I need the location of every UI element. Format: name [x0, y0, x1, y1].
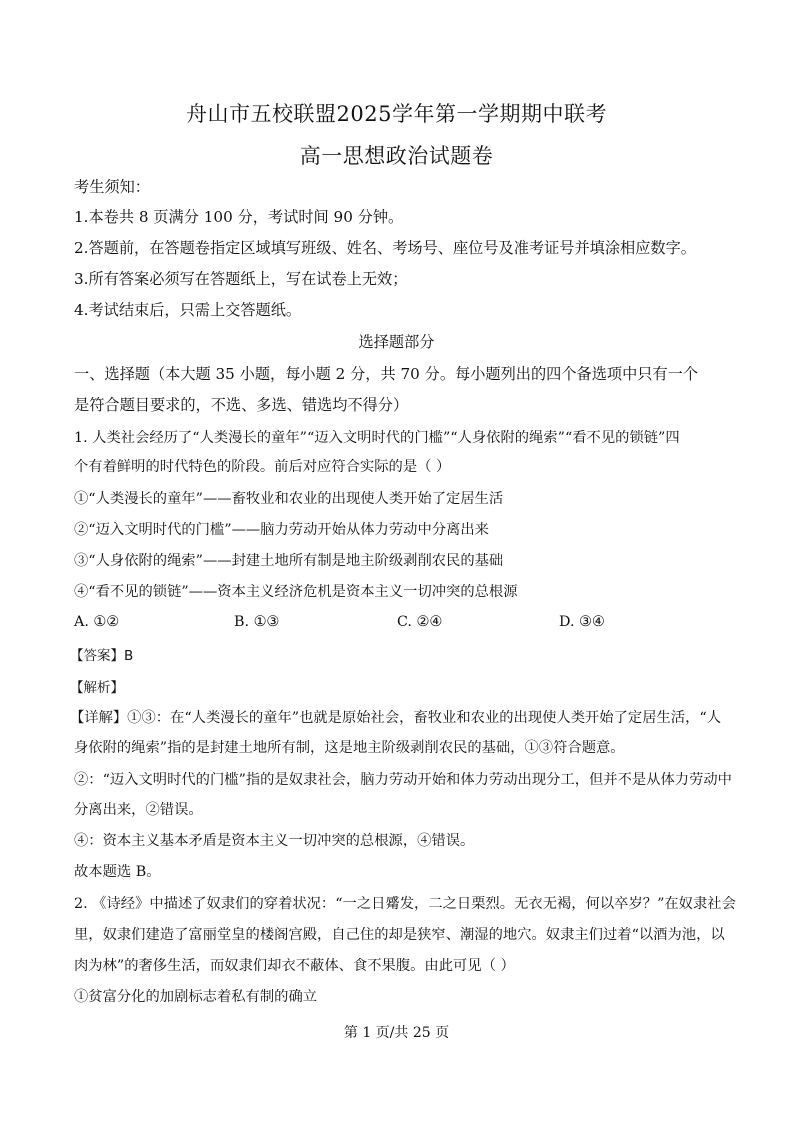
exam-title: 舟山市五校联盟2025学年第一学期期中联考: [186, 102, 607, 126]
q2-stem-line-3: 肉为林”的奢侈生活，而奴隶们却衣不蔽体、食不果腹。由此可见（ ）: [74, 958, 515, 974]
section-instruction-2: 是符合题目要求的，不选、多选、错选均不得分）: [74, 396, 409, 414]
notice-item-3: 3.所有答案必须写在答题纸上，写在试卷上无效；: [74, 270, 408, 288]
q1-detail-line-4: 分离出来，②错误。: [74, 802, 203, 818]
q1-detail-line-2: 身依附的绳索”指的是封建土地所有制，这是地主阶级剥削农民的基础，①③符合题意。: [74, 740, 625, 756]
q1-detail-line-5: ④：资本主义基本矛盾是资本主义一切冲突的总根源，④错误。: [74, 833, 475, 849]
exam-subtitle: 高一思想政治试题卷: [299, 144, 494, 168]
q1-analysis-tag: 【解析】: [70, 680, 124, 696]
q1-stem-line-2: 个有着鲜明的时代特色的阶段。前后对应符合实际的是（ ）: [74, 459, 451, 475]
q1-detail-line-3: ②：“迈入文明时代的门槛”指的是奴隶社会，脑力劳动开始和体力劳动出现分工，但并不是从体力劳动中: [74, 772, 732, 788]
q1-answer: 【答案】B: [70, 648, 134, 664]
q1-option-c: C. ②④: [397, 614, 443, 630]
q1-statement-2: ②“迈入文明时代的门槛”——脑力劳动开始从体力劳动中分离出来: [74, 522, 489, 538]
q1-stem-line-1: 1. 人类社会经历了“人类漫长的童年”“迈入文明时代的门槛”“人身依附的绳索”“看不见的锁链”四: [74, 430, 680, 446]
q1-conclusion: 故本题选 B。: [74, 864, 161, 880]
q1-detail-line-1: 【详解】①③：在“人类漫长的童年”也就是原始社会，畜牧业和农业的出现使人类开始了定居生活，“人: [70, 710, 721, 726]
notice-item-2: 2.答题前，在答题卷指定区域填写班级、姓名、考场号、座位号及准考证号并填涂相应数字。: [74, 239, 696, 257]
q1-option-b: B. ①③: [234, 614, 280, 630]
q1-statement-1: ①“人类漫长的童年”——畜牧业和农业的出现使人类开始了定居生活: [74, 491, 504, 507]
notice-heading: 考生须知：: [74, 178, 150, 196]
q1-statement-4: ④“看不见的锁链”——资本主义经济危机是资本主义一切冲突的总根源: [74, 584, 518, 600]
notice-item-1: 1.本卷共 8 页满分 100 分，考试时间 90 分钟。: [74, 208, 404, 226]
page-number: 第 1 页/共 25 页: [343, 1025, 450, 1041]
q1-option-a: A. ①②: [74, 614, 120, 630]
q2-statement-1: ①贫富分化的加剧标志着私有制的确立: [74, 989, 318, 1005]
q1-statement-3: ③“人身依附的绳索”——封建土地所有制是地主阶级剥削农民的基础: [74, 553, 504, 569]
q2-stem-line-2: 里，奴隶们建造了富丽堂皇的楼阁宫殿，自己住的却是狭窄、潮湿的地穴。奴隶主们过着“以酒为池，以: [74, 927, 725, 943]
q1-option-d: D. ③④: [559, 614, 605, 630]
part-title: 选择题部分: [358, 333, 435, 351]
q2-stem-line-1: 2. 《诗经》中描述了奴隶们的穿着状况：“一之日觱发，二之日栗烈。无衣无褐，何以卒岁？”在奴隶社会: [74, 896, 736, 912]
notice-item-4: 4.考试结束后，只需上交答题纸。: [74, 301, 302, 319]
section-instruction-1: 一、选择题（本大题 35 小题，每小题 2 分，共 70 分。每小题列出的四个备选项中只有一个: [74, 365, 699, 383]
